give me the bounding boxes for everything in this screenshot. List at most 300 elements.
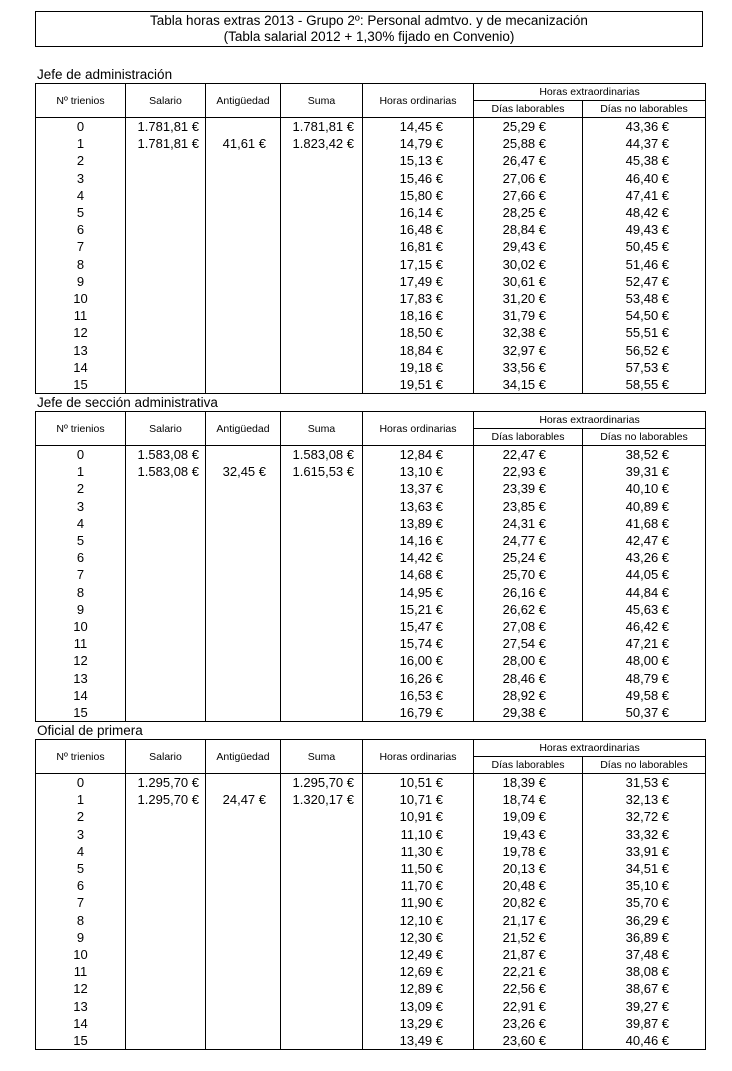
horas-ordinarias-cell: 10,91 € <box>363 808 474 825</box>
horas-ordinarias-cell: 15,47 € <box>363 618 474 635</box>
horas-ordinarias-cell: 12,49 € <box>363 946 474 963</box>
antiguedad-cell <box>206 187 281 204</box>
suma-cell <box>281 187 363 204</box>
dias-no-laborables-cell: 32,13 € <box>583 791 706 808</box>
suma-cell <box>281 515 363 532</box>
salario-cell <box>126 187 206 204</box>
dias-laborables-cell: 20,82 € <box>474 894 583 911</box>
dias-laborables-cell: 28,84 € <box>474 221 583 238</box>
trienios-cell: 8 <box>36 584 126 601</box>
antiguedad-cell <box>206 152 281 169</box>
trienios-cell: 12 <box>36 980 126 997</box>
suma-cell <box>281 307 363 324</box>
horas-ordinarias-cell: 14,95 € <box>363 584 474 601</box>
trienios-cell: 7 <box>36 894 126 911</box>
salario-cell <box>126 843 206 860</box>
suma-cell <box>281 618 363 635</box>
dias-no-laborables-cell: 32,72 € <box>583 808 706 825</box>
suma-cell <box>281 704 363 722</box>
header-salario: Salario <box>126 412 206 446</box>
salario-cell <box>126 808 206 825</box>
suma-cell <box>281 929 363 946</box>
salario-cell <box>126 204 206 221</box>
antiguedad-cell <box>206 929 281 946</box>
dias-no-laborables-cell: 49,58 € <box>583 687 706 704</box>
dias-no-laborables-cell: 54,50 € <box>583 307 706 324</box>
header-antiguedad: Antigüedad <box>206 412 281 446</box>
table-row <box>36 515 706 532</box>
dias-no-laborables-cell: 57,53 € <box>583 359 706 376</box>
table-row <box>36 669 706 686</box>
table-row <box>36 359 706 376</box>
antiguedad-cell <box>206 1032 281 1050</box>
antiguedad-cell <box>206 808 281 825</box>
suma-cell <box>281 584 363 601</box>
dias-no-laborables-cell: 39,87 € <box>583 1015 706 1032</box>
table-row <box>36 290 706 307</box>
header-horas-extraordinarias: Horas extraordinarias <box>474 412 706 429</box>
trienios-cell: 12 <box>36 324 126 341</box>
horas-ordinarias-cell: 13,89 € <box>363 515 474 532</box>
horas-ordinarias-cell: 19,51 € <box>363 376 474 394</box>
antiguedad-cell <box>206 997 281 1014</box>
dias-no-laborables-cell: 48,00 € <box>583 652 706 669</box>
antiguedad-cell <box>206 376 281 394</box>
antiguedad-cell <box>206 877 281 894</box>
dias-no-laborables-cell: 38,67 € <box>583 980 706 997</box>
dias-no-laborables-cell: 49,43 € <box>583 221 706 238</box>
dias-laborables-cell: 31,20 € <box>474 290 583 307</box>
trienios-cell: 11 <box>36 307 126 324</box>
dias-laborables-cell: 27,66 € <box>474 187 583 204</box>
antiguedad-cell <box>206 894 281 911</box>
dias-laborables-cell: 32,38 € <box>474 324 583 341</box>
horas-ordinarias-cell: 18,16 € <box>363 307 474 324</box>
header-dias-no-laborables: Días no laborables <box>583 429 706 446</box>
antiguedad-cell: 41,61 € <box>206 135 281 152</box>
horas-ordinarias-cell: 18,50 € <box>363 324 474 341</box>
horas-ordinarias-cell: 15,80 € <box>363 187 474 204</box>
dias-laborables-cell: 21,17 € <box>474 912 583 929</box>
dias-laborables-cell: 23,39 € <box>474 480 583 497</box>
horas-ordinarias-cell: 10,51 € <box>363 774 474 792</box>
suma-cell <box>281 359 363 376</box>
dias-laborables-cell: 33,56 € <box>474 359 583 376</box>
trienios-cell: 14 <box>36 1015 126 1032</box>
dias-laborables-cell: 20,48 € <box>474 877 583 894</box>
table-row <box>36 463 706 480</box>
dias-no-laborables-cell: 35,70 € <box>583 894 706 911</box>
dias-no-laborables-cell: 48,42 € <box>583 204 706 221</box>
header-dias-no-laborables: Días no laborables <box>583 101 706 118</box>
dias-no-laborables-cell: 43,26 € <box>583 549 706 566</box>
antiguedad-cell <box>206 826 281 843</box>
dias-no-laborables-cell: 36,29 € <box>583 912 706 929</box>
salario-cell <box>126 929 206 946</box>
horas-ordinarias-cell: 16,00 € <box>363 652 474 669</box>
suma-cell <box>281 221 363 238</box>
trienios-cell: 15 <box>36 704 126 722</box>
trienios-cell: 9 <box>36 601 126 618</box>
dias-laborables-cell: 22,47 € <box>474 446 583 464</box>
dias-laborables-cell: 19,43 € <box>474 826 583 843</box>
trienios-cell: 15 <box>36 376 126 394</box>
trienios-cell: 0 <box>36 118 126 136</box>
salario-cell <box>126 635 206 652</box>
antiguedad-cell <box>206 359 281 376</box>
horas-ordinarias-cell: 11,10 € <box>363 826 474 843</box>
suma-cell <box>281 256 363 273</box>
dias-no-laborables-cell: 38,52 € <box>583 446 706 464</box>
suma-cell <box>281 687 363 704</box>
dias-laborables-cell: 28,46 € <box>474 669 583 686</box>
horas-ordinarias-cell: 13,49 € <box>363 1032 474 1050</box>
horas-ordinarias-cell: 11,90 € <box>363 894 474 911</box>
antiguedad-cell <box>206 963 281 980</box>
horas-ordinarias-cell: 13,37 € <box>363 480 474 497</box>
trienios-cell: 7 <box>36 566 126 583</box>
salario-cell <box>126 618 206 635</box>
trienios-cell: 10 <box>36 618 126 635</box>
antiguedad-cell <box>206 843 281 860</box>
salario-cell <box>126 480 206 497</box>
antiguedad-cell <box>206 549 281 566</box>
salario-cell <box>126 997 206 1014</box>
horas-ordinarias-cell: 16,81 € <box>363 238 474 255</box>
dias-laborables-cell: 28,00 € <box>474 652 583 669</box>
table-row <box>36 204 706 221</box>
table-row <box>36 704 706 722</box>
dias-no-laborables-cell: 44,37 € <box>583 135 706 152</box>
salario-cell <box>126 256 206 273</box>
dias-laborables-cell: 22,21 € <box>474 963 583 980</box>
salario-cell <box>126 1015 206 1032</box>
salario-cell <box>126 498 206 515</box>
table-row <box>36 946 706 963</box>
antiguedad-cell <box>206 480 281 497</box>
dias-laborables-cell: 30,02 € <box>474 256 583 273</box>
suma-cell <box>281 238 363 255</box>
dias-laborables-cell: 32,97 € <box>474 341 583 358</box>
antiguedad-cell <box>206 601 281 618</box>
suma-cell <box>281 376 363 394</box>
horas-ordinarias-cell: 12,10 € <box>363 912 474 929</box>
salario-cell <box>126 912 206 929</box>
horas-ordinarias-cell: 12,89 € <box>363 980 474 997</box>
table-row <box>36 549 706 566</box>
dias-no-laborables-cell: 39,27 € <box>583 997 706 1014</box>
table-row <box>36 256 706 273</box>
salario-cell <box>126 359 206 376</box>
table-row <box>36 997 706 1014</box>
title-line-2: (Tabla salarial 2012 + 1,30% fijado en Convenio) <box>223 29 515 44</box>
horas-ordinarias-cell: 11,30 € <box>363 843 474 860</box>
horas-ordinarias-cell: 14,42 € <box>363 549 474 566</box>
trienios-cell: 4 <box>36 515 126 532</box>
dias-no-laborables-cell: 50,37 € <box>583 704 706 722</box>
suma-cell <box>281 669 363 686</box>
trienios-cell: 6 <box>36 877 126 894</box>
trienios-cell: 3 <box>36 826 126 843</box>
suma-cell <box>281 480 363 497</box>
dias-laborables-cell: 22,56 € <box>474 980 583 997</box>
dias-no-laborables-cell: 53,48 € <box>583 290 706 307</box>
dias-laborables-cell: 23,85 € <box>474 498 583 515</box>
dias-no-laborables-cell: 47,41 € <box>583 187 706 204</box>
horas-ordinarias-cell: 12,69 € <box>363 963 474 980</box>
salario-cell <box>126 1032 206 1050</box>
table-row <box>36 808 706 825</box>
dias-no-laborables-cell: 40,10 € <box>583 480 706 497</box>
horas-ordinarias-cell: 11,50 € <box>363 860 474 877</box>
suma-cell <box>281 877 363 894</box>
horas-ordinarias-cell: 18,84 € <box>363 341 474 358</box>
suma-cell <box>281 204 363 221</box>
antiguedad-cell <box>206 290 281 307</box>
antiguedad-cell <box>206 774 281 792</box>
salario-cell <box>126 549 206 566</box>
table-row <box>36 860 706 877</box>
dias-no-laborables-cell: 55,51 € <box>583 324 706 341</box>
antiguedad-cell: 32,45 € <box>206 463 281 480</box>
suma-cell <box>281 341 363 358</box>
dias-no-laborables-cell: 44,05 € <box>583 566 706 583</box>
header-horas-ordinarias: Horas ordinarias <box>363 740 474 774</box>
salario-cell <box>126 946 206 963</box>
dias-no-laborables-cell: 36,89 € <box>583 929 706 946</box>
section-label-jefe-seccion-administrativa: Jefe de sección administrativa <box>37 395 218 410</box>
trienios-cell: 6 <box>36 549 126 566</box>
salario-cell <box>126 238 206 255</box>
salary-table-jefe-seccion-administrativa <box>35 411 706 722</box>
dias-no-laborables-cell: 45,63 € <box>583 601 706 618</box>
header-suma: Suma <box>281 84 363 118</box>
dias-no-laborables-cell: 43,36 € <box>583 118 706 136</box>
dias-laborables-cell: 27,08 € <box>474 618 583 635</box>
horas-ordinarias-cell: 14,68 € <box>363 566 474 583</box>
table-row <box>36 1032 706 1050</box>
suma-cell <box>281 946 363 963</box>
salario-cell <box>126 307 206 324</box>
horas-ordinarias-cell: 16,26 € <box>363 669 474 686</box>
antiguedad-cell <box>206 238 281 255</box>
table-row <box>36 566 706 583</box>
horas-ordinarias-cell: 15,21 € <box>363 601 474 618</box>
table-row <box>36 601 706 618</box>
antiguedad-cell <box>206 980 281 997</box>
trienios-cell: 10 <box>36 290 126 307</box>
trienios-cell: 1 <box>36 135 126 152</box>
salario-cell: 1.781,81 € <box>126 118 206 136</box>
horas-ordinarias-cell: 12,30 € <box>363 929 474 946</box>
antiguedad-cell <box>206 498 281 515</box>
dias-no-laborables-cell: 51,46 € <box>583 256 706 273</box>
salary-table-jefe-administracion <box>35 83 706 394</box>
dias-laborables-cell: 20,13 € <box>474 860 583 877</box>
table-row <box>36 376 706 394</box>
header-trienios: Nº trienios <box>36 84 126 118</box>
header-antiguedad: Antigüedad <box>206 740 281 774</box>
suma-cell <box>281 498 363 515</box>
section-label-oficial-primera: Oficial de primera <box>37 723 143 738</box>
suma-cell: 1.615,53 € <box>281 463 363 480</box>
suma-cell <box>281 170 363 187</box>
horas-ordinarias-cell: 19,18 € <box>363 359 474 376</box>
dias-laborables-cell: 27,54 € <box>474 635 583 652</box>
dias-laborables-cell: 18,74 € <box>474 791 583 808</box>
antiguedad-cell <box>206 170 281 187</box>
antiguedad-cell <box>206 324 281 341</box>
table-row <box>36 170 706 187</box>
header-trienios: Nº trienios <box>36 412 126 446</box>
trienios-cell: 8 <box>36 256 126 273</box>
dias-no-laborables-cell: 52,47 € <box>583 273 706 290</box>
header-horas-extraordinarias: Horas extraordinarias <box>474 84 706 101</box>
trienios-cell: 2 <box>36 480 126 497</box>
trienios-cell: 11 <box>36 635 126 652</box>
suma-cell <box>281 912 363 929</box>
dias-no-laborables-cell: 35,10 € <box>583 877 706 894</box>
table-row <box>36 480 706 497</box>
salario-cell <box>126 860 206 877</box>
dias-laborables-cell: 25,88 € <box>474 135 583 152</box>
table-row <box>36 843 706 860</box>
dias-no-laborables-cell: 46,42 € <box>583 618 706 635</box>
dias-laborables-cell: 23,26 € <box>474 1015 583 1032</box>
dias-laborables-cell: 25,29 € <box>474 118 583 136</box>
trienios-cell: 8 <box>36 912 126 929</box>
trienios-cell: 4 <box>36 187 126 204</box>
horas-ordinarias-cell: 11,70 € <box>363 877 474 894</box>
table-row <box>36 929 706 946</box>
salario-cell <box>126 152 206 169</box>
trienios-cell: 6 <box>36 221 126 238</box>
horas-ordinarias-cell: 12,84 € <box>363 446 474 464</box>
dias-no-laborables-cell: 31,53 € <box>583 774 706 792</box>
antiguedad-cell <box>206 446 281 464</box>
horas-ordinarias-cell: 17,83 € <box>363 290 474 307</box>
antiguedad-cell <box>206 669 281 686</box>
table-row <box>36 912 706 929</box>
table-row <box>36 118 706 136</box>
table-row <box>36 273 706 290</box>
header-dias-laborables: Días laborables <box>474 101 583 118</box>
suma-cell: 1.781,81 € <box>281 118 363 136</box>
horas-ordinarias-cell: 15,13 € <box>363 152 474 169</box>
header-dias-no-laborables: Días no laborables <box>583 757 706 774</box>
table-row <box>36 1015 706 1032</box>
table-row <box>36 446 706 464</box>
horas-ordinarias-cell: 16,14 € <box>363 204 474 221</box>
suma-cell <box>281 1032 363 1050</box>
suma-cell <box>281 290 363 307</box>
salario-cell <box>126 221 206 238</box>
antiguedad-cell <box>206 687 281 704</box>
salario-cell: 1.583,08 € <box>126 463 206 480</box>
trienios-cell: 3 <box>36 170 126 187</box>
dias-laborables-cell: 24,77 € <box>474 532 583 549</box>
dias-laborables-cell: 22,91 € <box>474 997 583 1014</box>
dias-no-laborables-cell: 33,91 € <box>583 843 706 860</box>
suma-cell <box>281 826 363 843</box>
trienios-cell: 3 <box>36 498 126 515</box>
header-horas-ordinarias: Horas ordinarias <box>363 84 474 118</box>
table-row <box>36 584 706 601</box>
trienios-cell: 13 <box>36 341 126 358</box>
trienios-cell: 11 <box>36 963 126 980</box>
suma-cell <box>281 324 363 341</box>
dias-laborables-cell: 27,06 € <box>474 170 583 187</box>
antiguedad-cell <box>206 118 281 136</box>
dias-laborables-cell: 23,60 € <box>474 1032 583 1050</box>
header-dias-laborables: Días laborables <box>474 757 583 774</box>
antiguedad-cell <box>206 584 281 601</box>
salario-cell <box>126 324 206 341</box>
salario-cell <box>126 170 206 187</box>
horas-ordinarias-cell: 16,79 € <box>363 704 474 722</box>
header-horas-extraordinarias: Horas extraordinarias <box>474 740 706 757</box>
header-suma: Suma <box>281 740 363 774</box>
suma-cell <box>281 980 363 997</box>
table-row <box>36 618 706 635</box>
dias-laborables-cell: 19,78 € <box>474 843 583 860</box>
salario-cell <box>126 532 206 549</box>
suma-cell <box>281 549 363 566</box>
antiguedad-cell <box>206 341 281 358</box>
salario-cell <box>126 515 206 532</box>
dias-no-laborables-cell: 40,46 € <box>583 1032 706 1050</box>
suma-cell: 1.583,08 € <box>281 446 363 464</box>
table-row <box>36 532 706 549</box>
suma-cell <box>281 1015 363 1032</box>
horas-ordinarias-cell: 17,15 € <box>363 256 474 273</box>
table-row <box>36 980 706 997</box>
salario-cell <box>126 566 206 583</box>
antiguedad-cell <box>206 221 281 238</box>
table-row <box>36 221 706 238</box>
dias-no-laborables-cell: 58,55 € <box>583 376 706 394</box>
dias-no-laborables-cell: 39,31 € <box>583 463 706 480</box>
table-row <box>36 826 706 843</box>
dias-laborables-cell: 21,87 € <box>474 946 583 963</box>
dias-no-laborables-cell: 50,45 € <box>583 238 706 255</box>
salary-table-oficial-primera <box>35 739 706 1050</box>
horas-ordinarias-cell: 14,45 € <box>363 118 474 136</box>
dias-laborables-cell: 31,79 € <box>474 307 583 324</box>
salario-cell <box>126 341 206 358</box>
horas-ordinarias-cell: 10,71 € <box>363 791 474 808</box>
horas-ordinarias-cell: 14,79 € <box>363 135 474 152</box>
suma-cell <box>281 532 363 549</box>
dias-no-laborables-cell: 44,84 € <box>583 584 706 601</box>
suma-cell: 1.823,42 € <box>281 135 363 152</box>
suma-cell <box>281 566 363 583</box>
dias-no-laborables-cell: 56,52 € <box>583 341 706 358</box>
dias-no-laborables-cell: 42,47 € <box>583 532 706 549</box>
trienios-cell: 13 <box>36 669 126 686</box>
salario-cell <box>126 669 206 686</box>
table-row <box>36 894 706 911</box>
header-horas-ordinarias: Horas ordinarias <box>363 412 474 446</box>
trienios-cell: 0 <box>36 774 126 792</box>
salario-cell <box>126 687 206 704</box>
table-row <box>36 635 706 652</box>
salario-cell <box>126 652 206 669</box>
antiguedad-cell <box>206 532 281 549</box>
dias-no-laborables-cell: 41,68 € <box>583 515 706 532</box>
dias-no-laborables-cell: 45,38 € <box>583 152 706 169</box>
antiguedad-cell <box>206 618 281 635</box>
